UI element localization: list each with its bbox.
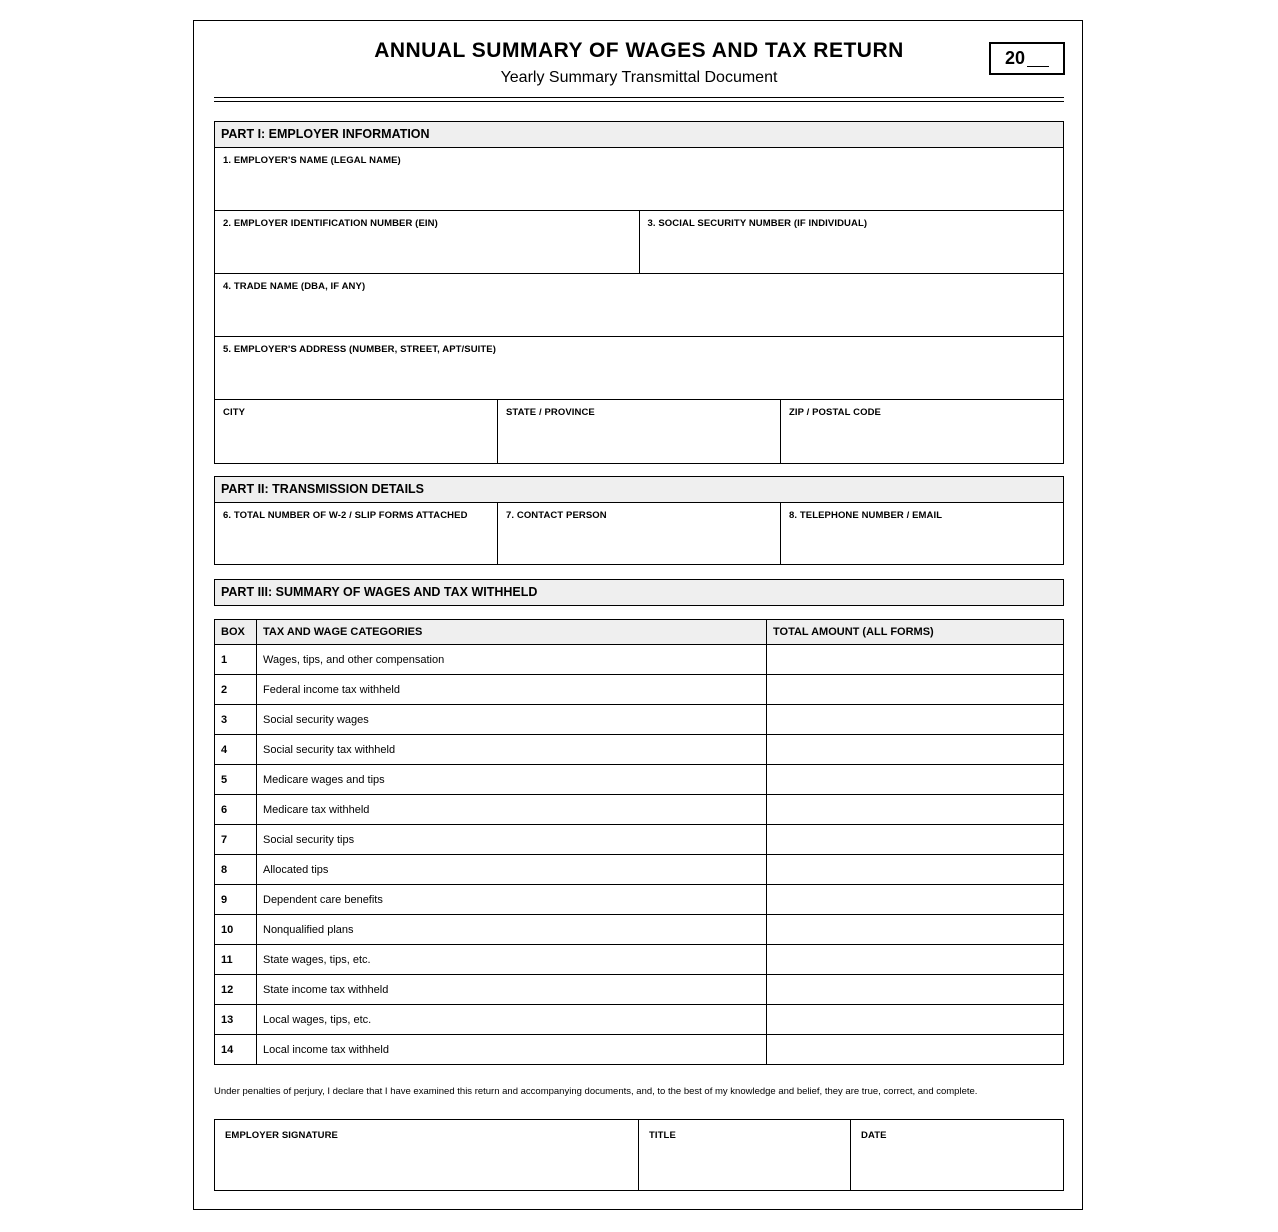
- total-amount-field[interactable]: [767, 975, 1064, 1005]
- total-amount-field[interactable]: [767, 675, 1064, 705]
- category-label: Federal income tax withheld: [257, 675, 767, 705]
- category-label: Nonqualified plans: [257, 915, 767, 945]
- title-field[interactable]: [639, 1120, 851, 1190]
- box-number: 1: [215, 645, 257, 675]
- category-label: Allocated tips: [257, 855, 767, 885]
- part1-row-2: [215, 211, 1063, 274]
- table-row: [215, 645, 1064, 675]
- category-label: Dependent care benefits: [257, 885, 767, 915]
- year-blank[interactable]: [1027, 50, 1049, 67]
- trade-name-field[interactable]: [215, 274, 1063, 336]
- address-label: 5. EMPLOYER'S ADDRESS (NUMBER, STREET, APT/SUITE): [223, 344, 497, 355]
- total-amount-field[interactable]: [767, 795, 1064, 825]
- ein-label: 2. EMPLOYER IDENTIFICATION NUMBER (EIN): [223, 218, 438, 229]
- box-number: 10: [215, 915, 257, 945]
- category-label: Wages, tips, and other compensation: [257, 645, 767, 675]
- signature-block: [214, 1119, 1064, 1191]
- total-amount-field[interactable]: [767, 705, 1064, 735]
- col-box-header: BOX: [215, 620, 257, 645]
- part2-row-1: [215, 503, 1063, 564]
- ein-field[interactable]: [215, 211, 640, 273]
- part2-heading: PART II: TRANSMISSION DETAILS: [215, 477, 1063, 503]
- table-row: [215, 675, 1064, 705]
- zip-label: ZIP / POSTAL CODE: [789, 407, 881, 418]
- form-subtitle: Yearly Summary Transmittal Document: [500, 69, 778, 86]
- category-label: Social security tips: [257, 825, 767, 855]
- total-amount-field[interactable]: [767, 885, 1064, 915]
- table-row: [215, 735, 1064, 765]
- form-title: ANNUAL SUMMARY OF WAGES AND TAX RETURN: [374, 39, 904, 62]
- total-amount-field[interactable]: [767, 945, 1064, 975]
- category-label: Local wages, tips, etc.: [257, 1005, 767, 1035]
- signature-field[interactable]: [215, 1120, 639, 1190]
- perjury-declaration: Under penalties of perjury, I declare that I have examined this return and accompanying documents, and, to the best of my knowledge and belief, they are true, correct, and complete.: [214, 1086, 978, 1097]
- forms-count-label: 6. TOTAL NUMBER OF W-2 / SLIP FORMS ATTACHED: [223, 510, 468, 521]
- table-row: [215, 975, 1064, 1005]
- total-amount-field[interactable]: [767, 645, 1064, 675]
- total-amount-field[interactable]: [767, 915, 1064, 945]
- table-row: [215, 915, 1064, 945]
- forms-count-field[interactable]: [215, 503, 498, 564]
- total-amount-field[interactable]: [767, 765, 1064, 795]
- part1-heading: PART I: EMPLOYER INFORMATION: [215, 122, 1063, 148]
- total-amount-field[interactable]: [767, 825, 1064, 855]
- phone-email-label: 8. TELEPHONE NUMBER / EMAIL: [789, 510, 943, 521]
- total-amount-field[interactable]: [767, 1005, 1064, 1035]
- table-row: [215, 795, 1064, 825]
- box-number: 7: [215, 825, 257, 855]
- col-category-header: TAX AND WAGE CATEGORIES: [257, 620, 767, 645]
- state-field[interactable]: [498, 400, 781, 463]
- box-number: 12: [215, 975, 257, 1005]
- part3-heading: PART III: SUMMARY OF WAGES AND TAX WITHHELD: [215, 580, 1063, 605]
- phone-email-field[interactable]: [781, 503, 1063, 564]
- box-number: 9: [215, 885, 257, 915]
- employer-name-field[interactable]: [215, 148, 1063, 210]
- box-number: 14: [215, 1035, 257, 1065]
- category-label: Social security wages: [257, 705, 767, 735]
- box-number: 3: [215, 705, 257, 735]
- city-field[interactable]: [215, 400, 498, 463]
- table-row: [215, 825, 1064, 855]
- date-field[interactable]: [851, 1120, 1063, 1190]
- tax-summary-table: [214, 619, 1064, 1065]
- tax-year-field[interactable]: [989, 42, 1065, 75]
- category-label: Local income tax withheld: [257, 1035, 767, 1065]
- part1-row-1: [215, 148, 1063, 211]
- contact-person-label: 7. CONTACT PERSON: [506, 510, 607, 521]
- category-label: State income tax withheld: [257, 975, 767, 1005]
- address-field[interactable]: [215, 337, 1063, 399]
- zip-field[interactable]: [781, 400, 1063, 463]
- form-page: [193, 20, 1083, 1210]
- box-number: 8: [215, 855, 257, 885]
- table-row: [215, 855, 1064, 885]
- total-amount-field[interactable]: [767, 735, 1064, 765]
- table-row: [215, 1005, 1064, 1035]
- title-label: TITLE: [649, 1130, 676, 1141]
- year-prefix: 20: [1004, 48, 1026, 68]
- table-header-row: [215, 620, 1064, 645]
- table-row: [215, 945, 1064, 975]
- contact-person-field[interactable]: [498, 503, 781, 564]
- box-number: 6: [215, 795, 257, 825]
- ssn-field[interactable]: [640, 211, 1064, 273]
- box-number: 4: [215, 735, 257, 765]
- trade-name-label: 4. TRADE NAME (DBA, IF ANY): [223, 281, 366, 292]
- city-label: CITY: [223, 407, 246, 418]
- part3-section: [214, 579, 1064, 606]
- category-label: Social security tax withheld: [257, 735, 767, 765]
- table-row: [215, 885, 1064, 915]
- category-label: Medicare tax withheld: [257, 795, 767, 825]
- table-row: [215, 1035, 1064, 1065]
- table-row: [215, 765, 1064, 795]
- total-amount-field[interactable]: [767, 1035, 1064, 1065]
- state-label: STATE / PROVINCE: [506, 407, 595, 418]
- signature-label: EMPLOYER SIGNATURE: [225, 1130, 338, 1141]
- ssn-label: 3. SOCIAL SECURITY NUMBER (IF INDIVIDUAL): [647, 218, 868, 229]
- category-label: State wages, tips, etc.: [257, 945, 767, 975]
- header-divider: [214, 97, 1064, 102]
- box-number: 13: [215, 1005, 257, 1035]
- date-label: DATE: [861, 1130, 887, 1141]
- form-header: [214, 21, 1064, 101]
- employer-name-label: 1. EMPLOYER'S NAME (LEGAL NAME): [223, 155, 401, 166]
- table-row: [215, 705, 1064, 735]
- part2-section: [214, 476, 1064, 565]
- box-number: 5: [215, 765, 257, 795]
- part1-row-5: [215, 400, 1063, 463]
- part1-section: [214, 121, 1064, 464]
- part1-row-3: [215, 274, 1063, 337]
- box-number: 2: [215, 675, 257, 705]
- col-total-header: TOTAL AMOUNT (ALL FORMS): [767, 620, 1064, 645]
- part1-row-4: [215, 337, 1063, 400]
- total-amount-field[interactable]: [767, 855, 1064, 885]
- category-label: Medicare wages and tips: [257, 765, 767, 795]
- box-number: 11: [215, 945, 257, 975]
